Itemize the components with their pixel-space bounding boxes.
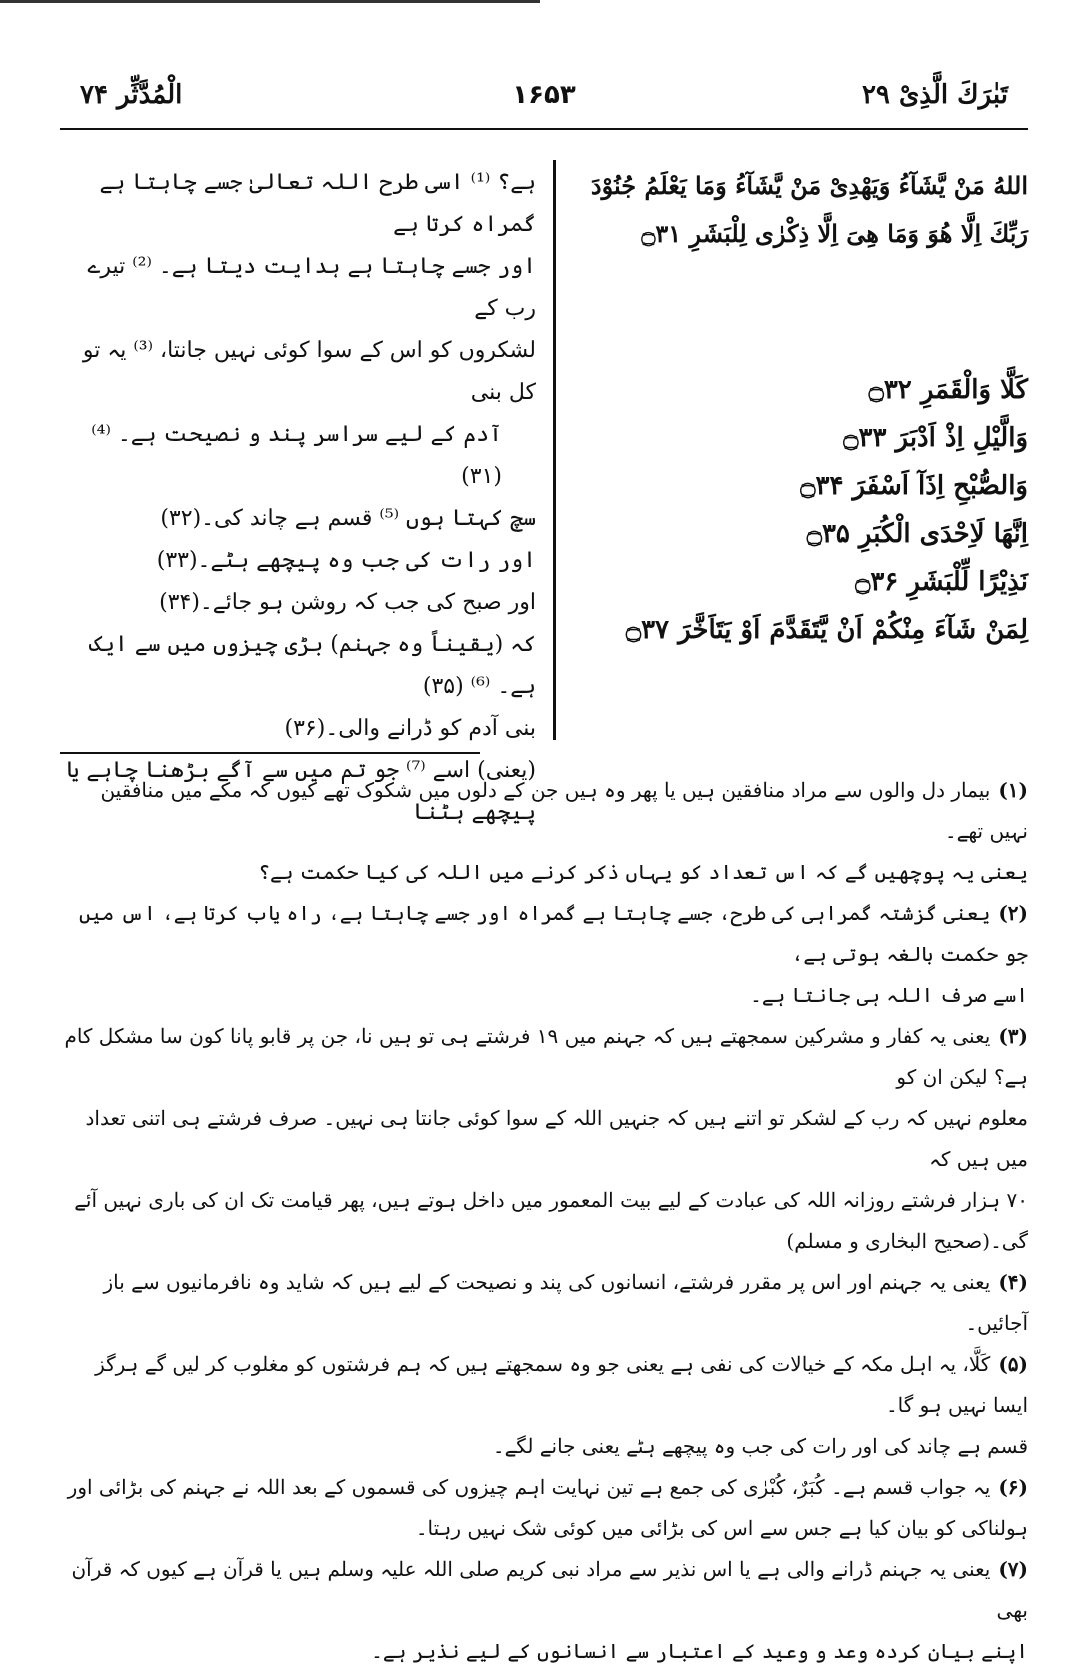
footnote-number: (۵) — [998, 1352, 1028, 1376]
footnote-5 — [60, 1344, 1028, 1426]
footnote-number: (۳) — [998, 1024, 1028, 1048]
footnote-3-cont: معلوم نہیں کہ رب کے لشکر تو اتنے ہیں کہ جنہیں اللہ کے سوا کوئی جانتا ہی نہیں۔ صرف فرشتے ہی اتنی تعداد میں ہیں کہ — [85, 1106, 1028, 1171]
translation-line: (یعنی) اسے ⁽⁷⁾ جو تم میں سے آگے بڑھنا چاہے یا پیچھے ہٹنا — [66, 758, 536, 825]
footnote-2 — [60, 893, 1028, 975]
footnote-text: یعنی یہ جہنم ڈرانے والی ہے یا اس نذیر سے مراد نبی کریم صلی اللہ علیہ وسلم ہیں یا قرآن ہے کیوں کہ قرآن بھی — [71, 1557, 1028, 1622]
urdu-translation-column — [60, 162, 536, 834]
footnote-1 — [60, 770, 1028, 852]
translation-line: اور جسے چاہتا ہے ہدایت دیتا ہے۔ ⁽²⁾ تیرے رب کے — [87, 254, 536, 321]
footnote-text: کَلَّا، یہ اہل مکہ کے خیالات کی نفی ہے یعنی جو وہ سمجھتے ہیں کہ ہم فرشتوں کو مغلوب کر لیں گے ہرگز ایسا نہیں ہو گا۔ — [95, 1352, 1028, 1417]
footnote-number: (۷) — [998, 1557, 1028, 1581]
footnote-4 — [60, 1262, 1028, 1344]
ayah-36: نَذِيْرًا لِّلْبَشَرِ ۝۳۶ — [855, 567, 1028, 597]
footnote-text: یعنی یہ جہنم اور اس پر مقرر فرشتے، انسانوں کی پند و نصیحت کے لیے ہیں کہ شاید وہ نافرمانیوں سے باز آجائیں۔ — [103, 1270, 1028, 1335]
footnote-text: یعنی یہ کفار و مشرکین سمجھتے ہیں کہ جہنم میں ۱۹ فرشتے ہی تو ہیں نا، جن پر قابو پانا کون سا مشکل کام ہے؟ لیکن ان کو — [64, 1024, 1028, 1089]
translation-line: اور رات کی جب وہ پیچھے ہٹے۔(۳۳) — [156, 548, 536, 573]
translation-line: آدم کے لیے سراسر پند و نصیحت ہے۔ ⁽⁴⁾ (۳۱) — [91, 422, 502, 489]
translation-line: کہ (یقیناً وہ جہنم) بڑی چیزوں میں سے ایک ہے۔ ⁽⁶⁾ (۳۵) — [89, 632, 536, 699]
footnote-7 — [60, 1549, 1028, 1631]
footnote-6-cont: ہولناکی کو بیان کیا ہے جس سے اس کی بڑائی میں کوئی شک نہیں رہتا۔ — [415, 1516, 1028, 1540]
translation-line: اور صبح کی جب کہ روشن ہو جائے۔(۳۴) — [159, 590, 536, 615]
footnote-1-cont: یعنی یہ پوچھیں گے کہ اس تعداد کو یہاں ذکر کرنے میں اللہ کی کیا حکمت ہے؟ — [258, 860, 1028, 884]
scan-edge-line — [0, 0, 540, 3]
footnote-number: (۲) — [998, 901, 1028, 925]
footnote-3 — [60, 1016, 1028, 1098]
translation-line: لشکروں کو اس کے سوا کوئی نہیں جانتا، ⁽³⁾ یہ تو کل بنی — [82, 338, 536, 405]
page-header — [60, 80, 1028, 124]
column-divider — [553, 160, 556, 740]
footnote-number: (۴) — [998, 1270, 1028, 1294]
footnote-text: یہ جواب قسم ہے۔ کُبَرٌ، کُبْرٰی کی جمع ہے تین نہایت اہم چیزوں کی قسموں کے بعد اللہ نے جہنم کی بڑائی اور — [67, 1475, 991, 1499]
ayah-33: وَالَّيْلِ اِذْ اَدْبَرَ ۝۳۳ — [843, 423, 1028, 453]
translation-line: بنی آدم کو ڈرانے والی۔(۳۶) — [284, 716, 536, 741]
juz-title: تَبٰرَكَ الَّذِیْ ۲۹ — [861, 80, 1008, 110]
footnote-2-cont: اسے صرف اللہ ہی جانتا ہے۔ — [750, 983, 1028, 1007]
translation-line: ہے؟ ⁽¹⁾ اسی طرح اللہ تعالیٰ جسے چاہتا ہے گمراہ کرتا ہے — [99, 170, 536, 237]
footnote-6 — [60, 1467, 1028, 1508]
surah-title: الْمُدَّثِّر ۷۴ — [80, 80, 183, 110]
ayah-31-line-2: رَبِّكَ اِلَّا هُوَ وَمَا هِیَ اِلَّا ذِكْرٰی لِلْبَشَرِ ۝۳۱ — [641, 219, 1028, 248]
ayah-gap — [588, 258, 1028, 366]
ayah-37: لِمَنْ شَآءَ مِنْكُمْ اَنْ يَّتَقَدَّمَ اَوْ يَتَاَخَّرَ ۝۳۷ — [625, 615, 1028, 645]
footnote-text: بیمار دل والوں سے مراد منافقین ہیں یا پھر وہ ہیں جن کے دلوں میں شکوک تھے کیوں کہ مکے میں منافقین نہیں تھے۔ — [100, 778, 1028, 843]
footnotes — [60, 770, 1028, 1672]
arabic-text-column — [588, 162, 1028, 654]
footnote-3-cont: گی۔(صحیح البخاری و مسلم) — [786, 1229, 1028, 1253]
footnote-number: (۱) — [998, 778, 1028, 802]
ayah-35: اِنَّهَا لَاِحْدَی الْكُبَرِ ۝۳۵ — [806, 519, 1028, 549]
ayah-34: وَالصُّبْحِ اِذَآ اَسْفَرَ ۝۳۴ — [800, 471, 1028, 501]
ayah-31-line-1: اللهُ مَنْ يَّشَآءُ وَيَهْدِیْ مَنْ يَّشَآءُ وَمَا يَعْلَمُ جُنُوْدَ — [590, 171, 1028, 200]
footnote-3-cont: ۷۰ ہزار فرشتے روزانہ اللہ کی عبادت کے لیے بیت المعمور میں داخل ہوتے ہیں، پھر قیامت تک ان کی باری نہیں آئے — [74, 1188, 1028, 1212]
page-number: ۱۶۵۳ — [512, 80, 576, 110]
footnote-5-cont: قسم ہے چاند کی اور رات کی جب وہ پیچھے ہٹے یعنی جانے لگے۔ — [492, 1434, 1028, 1458]
translation-line: سچ کہتا ہوں ⁽⁵⁾ قسم ہے چاند کی۔(۳۲) — [160, 506, 536, 531]
footnote-7-cont: اپنے بیان کردہ وعد و وعید کے اعتبار سے انسانوں کے لیے نذیر ہے۔ — [371, 1639, 1028, 1663]
footnote-divider — [60, 752, 480, 754]
ayah-32: كَلَّا وَالْقَمَرِ ۝۳۲ — [868, 375, 1028, 405]
footnote-number: (۶) — [998, 1475, 1028, 1499]
footnote-text: یعنی گزشتہ گمراہی کی طرح، جسے چاہتا ہے گمراہ اور جسے چاہتا ہے، راہ یاب کرتا ہے، اس میں جو حکمت بالغہ ہوتی ہے، — [79, 901, 1028, 966]
header-divider — [60, 128, 1028, 130]
